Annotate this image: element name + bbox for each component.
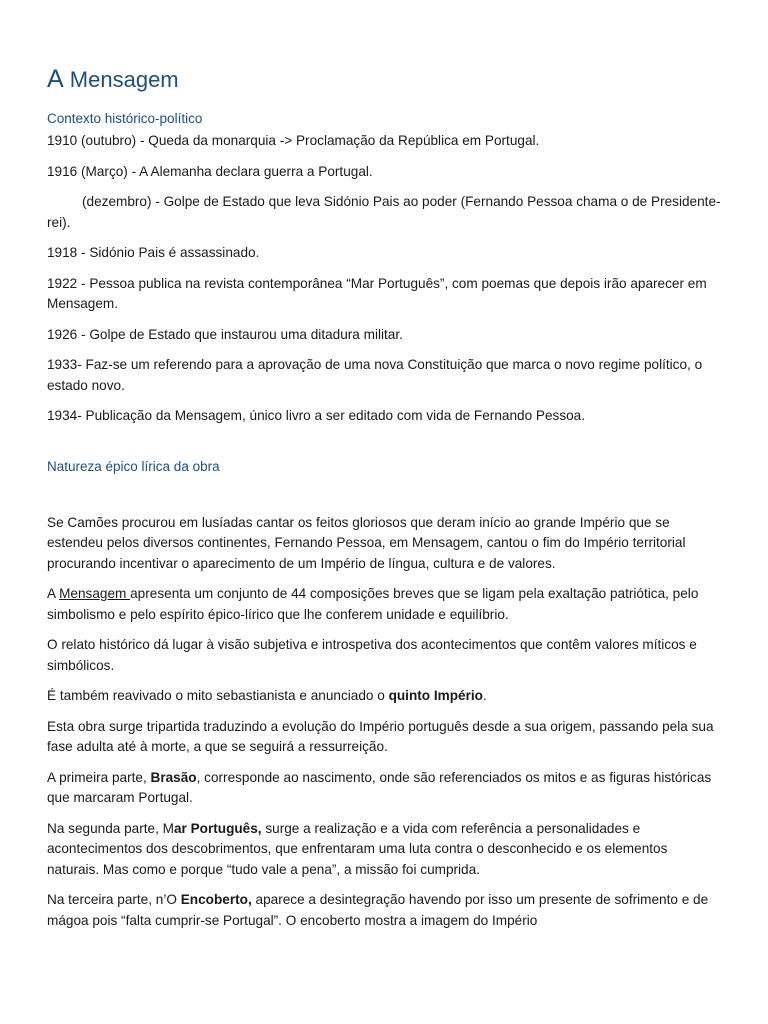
paragraph-part-two-pre: Na segunda parte, M (47, 820, 174, 836)
document-title (47, 64, 722, 95)
bold-encoberto: Encoberto, (180, 892, 252, 907)
paragraph-part-one-pre: A primeira parte, (47, 769, 151, 785)
title-first-letter: A (47, 65, 64, 93)
paragraph-part-one (47, 768, 722, 809)
paragraph-part-two (47, 819, 722, 881)
paragraph-sebastianism-pre: É também reavivado o mito sebastianista e anunciado o (47, 688, 389, 703)
paragraph-part-three (47, 890, 722, 931)
timeline-item-1910: 1910 (outubro) - Queda da monarquia -> Proclamação da República em Portugal. (47, 133, 540, 148)
paragraph-part-two-post: surge a realização e a vida com referência a personalidades e acontecimentos dos descobrimentos, que enfrentaram uma luta contra o desconhecido e os elementos naturais. Mas como e porque “tudo vale a pena”, a missão foi cumprida. (47, 820, 668, 877)
paragraph-tripartite: Esta obra surge tripartida traduzindo a evolução do Império português desde a sua origem, passando pela sua fase adulta até à morte, a que se seguirá a ressurreição. (47, 718, 714, 754)
bold-brasao: Brasão (150, 769, 197, 785)
bold-mar-portugues: ar Português, (173, 820, 262, 836)
paragraph-sebastianism-post: . (482, 688, 487, 703)
timeline-item-1934: 1934- Publicação da Mensagem, único livro a ser editado com vida de Fernando Pessoa. (47, 408, 586, 423)
paragraph-composition (47, 584, 722, 625)
paragraph-camoes-comparison: Se Camões procurou em lusíadas cantar os feitos gloriosos que deram início ao grande Império que se estendeu pelos diversos continentes, Fernando Pessoa, em Mensagem, cantou o fim do Império territorial procurando incentivar o aparecimento de um Império de língua, cultura e de valores. (47, 514, 686, 571)
paragraph-composition-post: apresenta um conjunto de 44 composições breves que se ligam pela exaltação patriótica, pelo simbolismo e pelo espírito épico-lírico que lhe conferem unidade e equilíbrio. (47, 586, 699, 622)
paragraph-sebastianism (47, 686, 722, 707)
paragraph-part-three-post: aparece a desintegração havendo por isso um presente de sofrimento e de mágoa pois “falta cumprir-se Portugal”. O encoberto mostra a imagem do Império (47, 892, 709, 928)
timeline-item-1922: 1922 - Pessoa publica na revista contemporânea “Mar Português”, com poemas que depois irão aparecer em Mensagem. (47, 275, 707, 311)
paragraph-part-one-post: , corresponde ao nascimento, onde são referenciados os mitos e as figuras históricas que marcaram Portugal. (47, 769, 712, 805)
timeline-item-1916-december: (dezembro) - Golpe de Estado que leva Sidónio Pais ao poder (Fernando Pessoa chama o de Presidente-rei). (47, 194, 721, 230)
section-heading-historical-context: Contexto histórico-político (47, 111, 203, 126)
timeline-item-1926: 1926 - Golpe de Estado que instaurou uma ditadura militar. (47, 326, 403, 342)
section-heading-epic-lyric-nature: Natureza épico lírica da obra (47, 458, 220, 474)
timeline-item-1916-march: 1916 (Março) - A Alemanha declara guerra a Portugal. (47, 163, 373, 179)
timeline-item-1918: 1918 - Sidónio Pais é assassinado. (47, 245, 260, 260)
mensagem-link[interactable]: Mensagem (59, 586, 131, 601)
paragraph-historical-account: O relato histórico dá lugar à visão subjetiva e introspetiva dos acontecimentos que contêm valores míticos e simbólicos. (47, 637, 697, 673)
bold-quinto-imperio: quinto Império (388, 688, 483, 703)
title-rest: Mensagem (63, 67, 179, 92)
paragraph-part-three-pre: Na terceira parte, n’O (47, 892, 181, 907)
timeline-item-1933: 1933- Faz-se um referendo para a aprovação de uma nova Constituição que marca o novo regime político, o estado novo. (47, 357, 703, 393)
paragraph-composition-pre: A (47, 586, 60, 601)
